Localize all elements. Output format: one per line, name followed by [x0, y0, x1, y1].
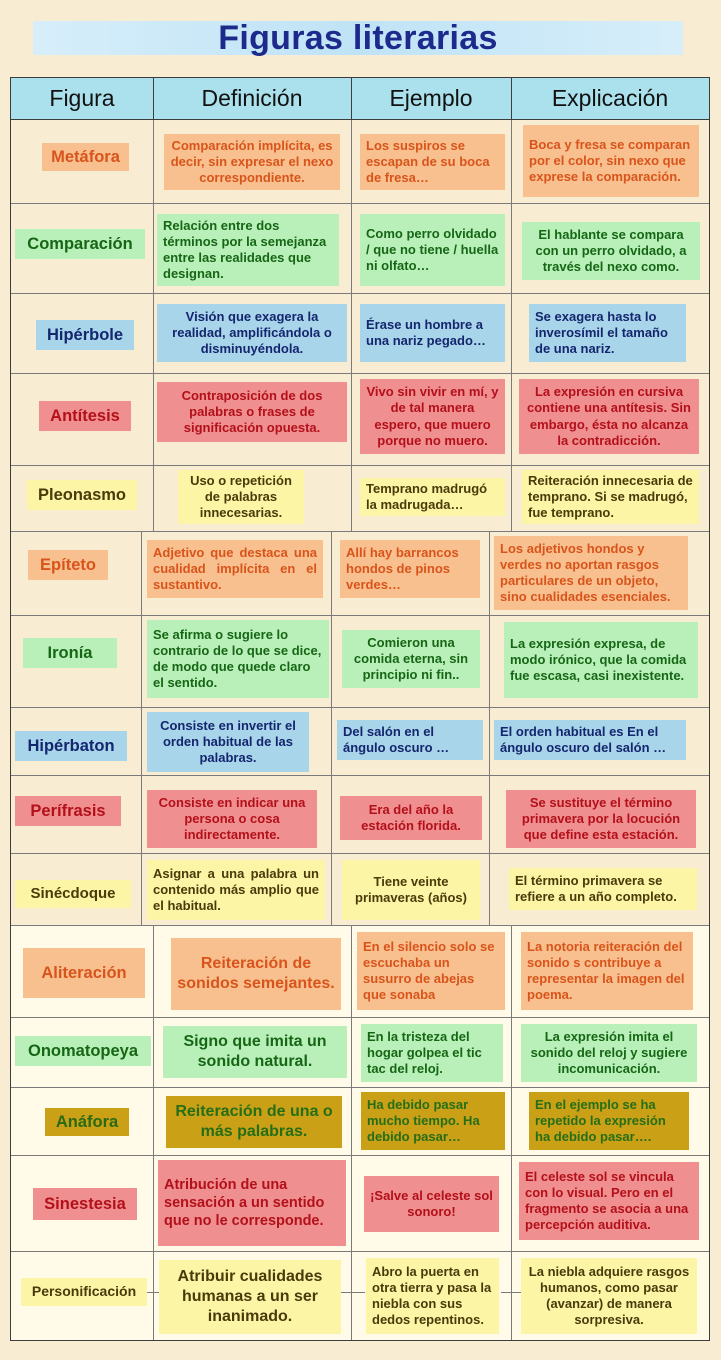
example-box: Como perro olvidado / que no tiene / huella ni olfato… [360, 214, 505, 286]
example-box: Érase un hombre a una nariz pegado… [360, 304, 505, 362]
example-box: Abro la puerta en otra tierra y pasa la niebla con sus dedos repentinos. [366, 1258, 499, 1334]
table-row [11, 294, 709, 374]
figure-label: Pleonasmo [27, 480, 137, 510]
table-row [11, 374, 709, 466]
definition-box: Visión que exagera la realidad, amplificándola o disminuyéndola. [157, 304, 347, 362]
definition-box: Consiste en indicar una persona o cosa indirectamente. [147, 790, 317, 848]
table-row [11, 532, 709, 616]
header-ejemplo: Ejemplo [389, 84, 473, 111]
explanation-box: Reiteración innecesaria de temprano. Si se madrugó, fue temprano. [522, 470, 699, 524]
table-row [11, 466, 709, 532]
figure-label: Onomatopeya [15, 1036, 151, 1066]
example-box: Allí hay barrancos hondos de pinos verdes… [340, 540, 480, 598]
explanation-box: El orden habitual es En el ángulo oscuro del salón … [494, 720, 686, 760]
explanation-box: Los adjetivos hondos y verdes no aportan rasgos particulares de un objeto, sino cualidades esenciales. [494, 536, 688, 610]
title-banner [33, 18, 683, 57]
example-box: En el silencio solo se escuchaba un susurro de abejas que sonaba [357, 932, 505, 1010]
figure-label: Antítesis [39, 401, 131, 431]
page-title: Figuras literarias [218, 18, 498, 57]
explanation-box: Se sustituye el término primavera por la locución que define esta estación. [506, 790, 696, 848]
table-row [11, 1088, 709, 1156]
table-row [11, 120, 709, 204]
definition-box: Comparación implícita, es decir, sin expresar el nexo correspondiente. [164, 134, 340, 190]
example-box: ¡Salve al celeste sol sonoro! [364, 1176, 499, 1232]
figure-label: Sinécdoque [15, 880, 131, 908]
explanation-box: La expresión expresa, de modo irónico, que la comida fue escasa, casi inexistente. [504, 622, 698, 698]
definition-box: Asignar a una palabra un contenido más amplio que el habitual. [147, 860, 325, 920]
definition-box: Atribuir cualidades humanas a un ser inanimado. [159, 1260, 341, 1334]
table-header [11, 78, 709, 120]
figures-table [10, 77, 710, 1341]
definition-box: Se afirma o sugiere lo contrario de lo que se dice, de modo que quede claro el sentido. [147, 620, 329, 698]
figure-label: Perífrasis [15, 796, 121, 826]
explanation-box: La notoria reiteración del sonido s contribuye a representar la imagen del poema. [521, 932, 693, 1010]
table-row [11, 204, 709, 294]
explanation-box: El hablante se compara con un perro olvidado, a través del nexo como. [522, 222, 700, 280]
figure-label: Hipérbaton [15, 731, 127, 761]
example-box: Temprano madrugó la madrugada… [360, 478, 505, 516]
definition-box: Atribución de una sensación a un sentido que no le corresponde. [158, 1160, 346, 1246]
example-box: Vivo sin vivir en mí, y de tal manera espero, que muero porque no muero. [360, 379, 505, 454]
definition-box: Adjetivo que destaca una cualidad implícita en el sustantivo. [147, 540, 323, 598]
explanation-box: La niebla adquiere rasgos humanos, como pasar (avanzar) de manera sorpresiva. [521, 1258, 697, 1334]
table-row [11, 1156, 709, 1252]
definition-box: Reiteración de una o más palabras. [166, 1096, 342, 1148]
example-box: En la tristeza del hogar golpea el tic tac del reloj. [361, 1024, 503, 1082]
figure-label: Metáfora [42, 143, 129, 171]
header-explicacion: Explicación [551, 84, 669, 111]
table-row [11, 616, 709, 708]
definition-box: Consiste en invertir el orden habitual de las palabras. [147, 712, 309, 772]
definition-box: Reiteración de sonidos semejantes. [171, 938, 341, 1010]
explanation-box: La expresión imita el sonido del reloj y sugiere incomunicación. [521, 1024, 697, 1082]
table-row [11, 776, 709, 854]
figure-label: Comparación [15, 229, 145, 259]
explanation-box: Se exagera hasta lo inverosímil el tamaño de una nariz. [529, 304, 686, 362]
explanation-box: El celeste sol se vincula con lo visual. Pero en el fragmento se asocia a una percepción auditiva. [519, 1162, 699, 1240]
table-row [11, 1018, 709, 1088]
figure-label: Hipérbole [36, 320, 134, 350]
definition-box: Relación entre dos términos por la semejanza entre las realidades que designan. [157, 214, 339, 286]
explanation-box: La expresión en cursiva contiene una antítesis. Sin embargo, ésta no alcanza la contradicción. [519, 379, 699, 454]
figure-label: Ironía [23, 638, 117, 668]
header-figura: Figura [49, 84, 115, 111]
figure-label: Sinestesia [33, 1188, 137, 1220]
example-box: Era del año la estación florida. [340, 796, 482, 840]
definition-box: Uso o repetición de palabras innecesarias. [178, 470, 304, 524]
explanation-box: En el ejemplo se ha repetido la expresión ha debido pasar…. [529, 1092, 689, 1150]
example-box: Tiene veinte primaveras (años) [342, 860, 480, 920]
figure-label: Personificación [21, 1278, 147, 1306]
header-definicion: Definición [201, 84, 303, 111]
table-row [11, 708, 709, 776]
explanation-box: El término primavera se refiere a un año completo. [509, 868, 697, 910]
example-box: Ha debido pasar mucho tiempo. Ha debido pasar… [361, 1092, 505, 1150]
table-row [11, 1252, 709, 1341]
figure-label: Anáfora [45, 1108, 129, 1136]
definition-box: Contraposición de dos palabras o frases de significación opuesta. [157, 382, 347, 442]
example-box: Del salón en el ángulo oscuro … [337, 720, 483, 760]
figure-label: Aliteración [23, 948, 145, 998]
table-row [11, 854, 709, 926]
table-row [11, 926, 709, 1018]
explanation-box: Boca y fresa se comparan por el color, sin nexo que exprese la comparación. [523, 125, 699, 197]
figure-label: Epíteto [28, 550, 108, 580]
example-box: Los suspiros se escapan de su boca de fresa… [360, 134, 505, 190]
example-box: Comieron una comida eterna, sin principio ni fin.. [342, 630, 480, 688]
definition-box: Signo que imita un sonido natural. [163, 1026, 347, 1078]
